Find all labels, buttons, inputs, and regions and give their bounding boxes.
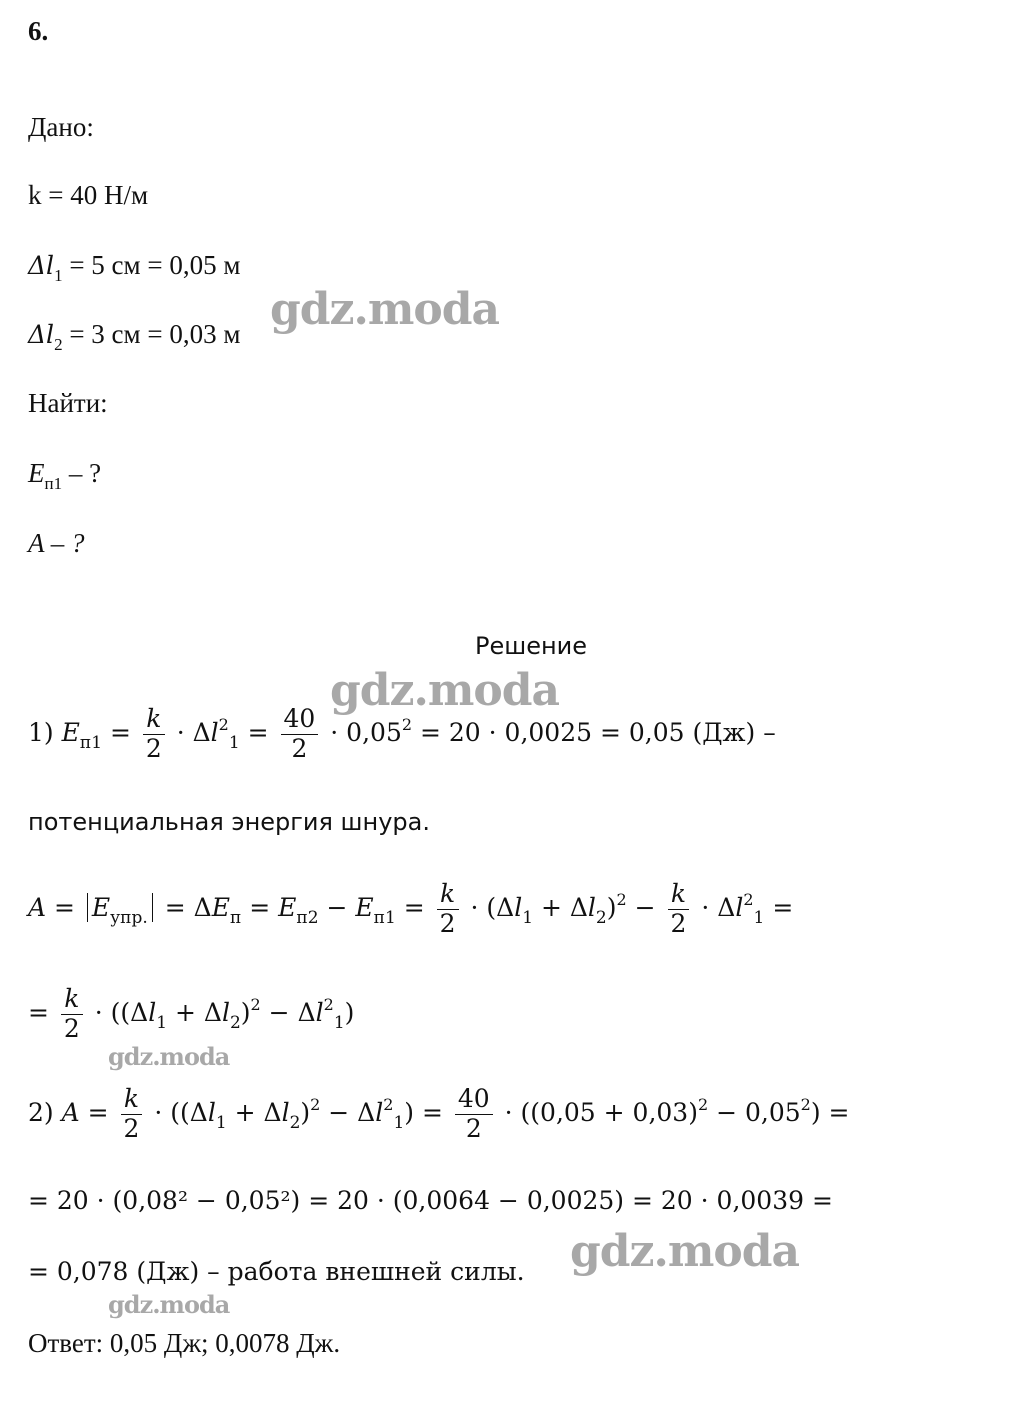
find-heading: Найти: <box>28 388 108 418</box>
solution-line-8: = 0,078 (Дж) – работа внешней силы. <box>28 1257 525 1286</box>
given-k: k = 40 Н/м <box>28 180 149 210</box>
task-number: 6. <box>28 16 49 46</box>
solution-line-2: потенциальная энергия шнура. <box>28 808 430 836</box>
watermark-logo: gdz.moda <box>108 1290 230 1319</box>
watermark-logo: gdz.moda <box>570 1226 800 1277</box>
find-work: A – ? <box>28 528 85 558</box>
solution-line-1: 1) $E_{п1}$ = $\frac{k}{2}$ · $\Delta l^2_1$ = $\frac{40}{2}$ · $0,05^2 = 20 \cdot 0,0025 = 0,05$ (Дж) – <box>28 704 776 763</box>
watermark-logo: gdz.moda <box>108 1042 230 1071</box>
answer-line: Ответ: 0,05 Дж; 0,0078 Дж. <box>28 1328 341 1358</box>
watermark-logo: gdz.moda <box>270 284 500 335</box>
solution-line-5: 2) A = $\frac{k}{2}$ · $((\Delta l_1 + \Delta l_2)^2 - \Delta l^2_1)$ = $\frac{40}{2}$ · $((0,05 + 0,03)^2 - 0,05^2)$ = <box>28 1084 850 1143</box>
solution-heading: Решение <box>475 632 588 660</box>
watermark-logo: gdz.moda <box>330 665 560 716</box>
solution-line-4: = $\frac{k}{2}$ · $((\Delta l_1 + \Delta l_2)^2 - \Delta l^2_1)$ <box>28 984 355 1043</box>
solution-line-7: = 20 · (0,08² − 0,05²) = 20 · (0,0064 − 0,0025) = 20 · 0,0039 = <box>28 1186 833 1215</box>
given-heading: Дано: <box>28 112 94 142</box>
solution-line-3: $A = E_{упр.} = \Delta E_п = E_{п2} - E_{п1}$ = $\frac{k}{2}$ · $(\Delta l_1 + \Delta l_2)^2$ − $\frac{k}{2}$ · $\Delta l^2_1$ = <box>28 879 794 938</box>
given-dl2: $\Delta l_2 = 3$ см = 0,03 м <box>28 319 241 354</box>
find-energy: $E_{п1}$ – ? <box>28 458 102 493</box>
given-dl1: $\Delta l_1 = 5$ см = 0,05 м <box>28 250 241 285</box>
